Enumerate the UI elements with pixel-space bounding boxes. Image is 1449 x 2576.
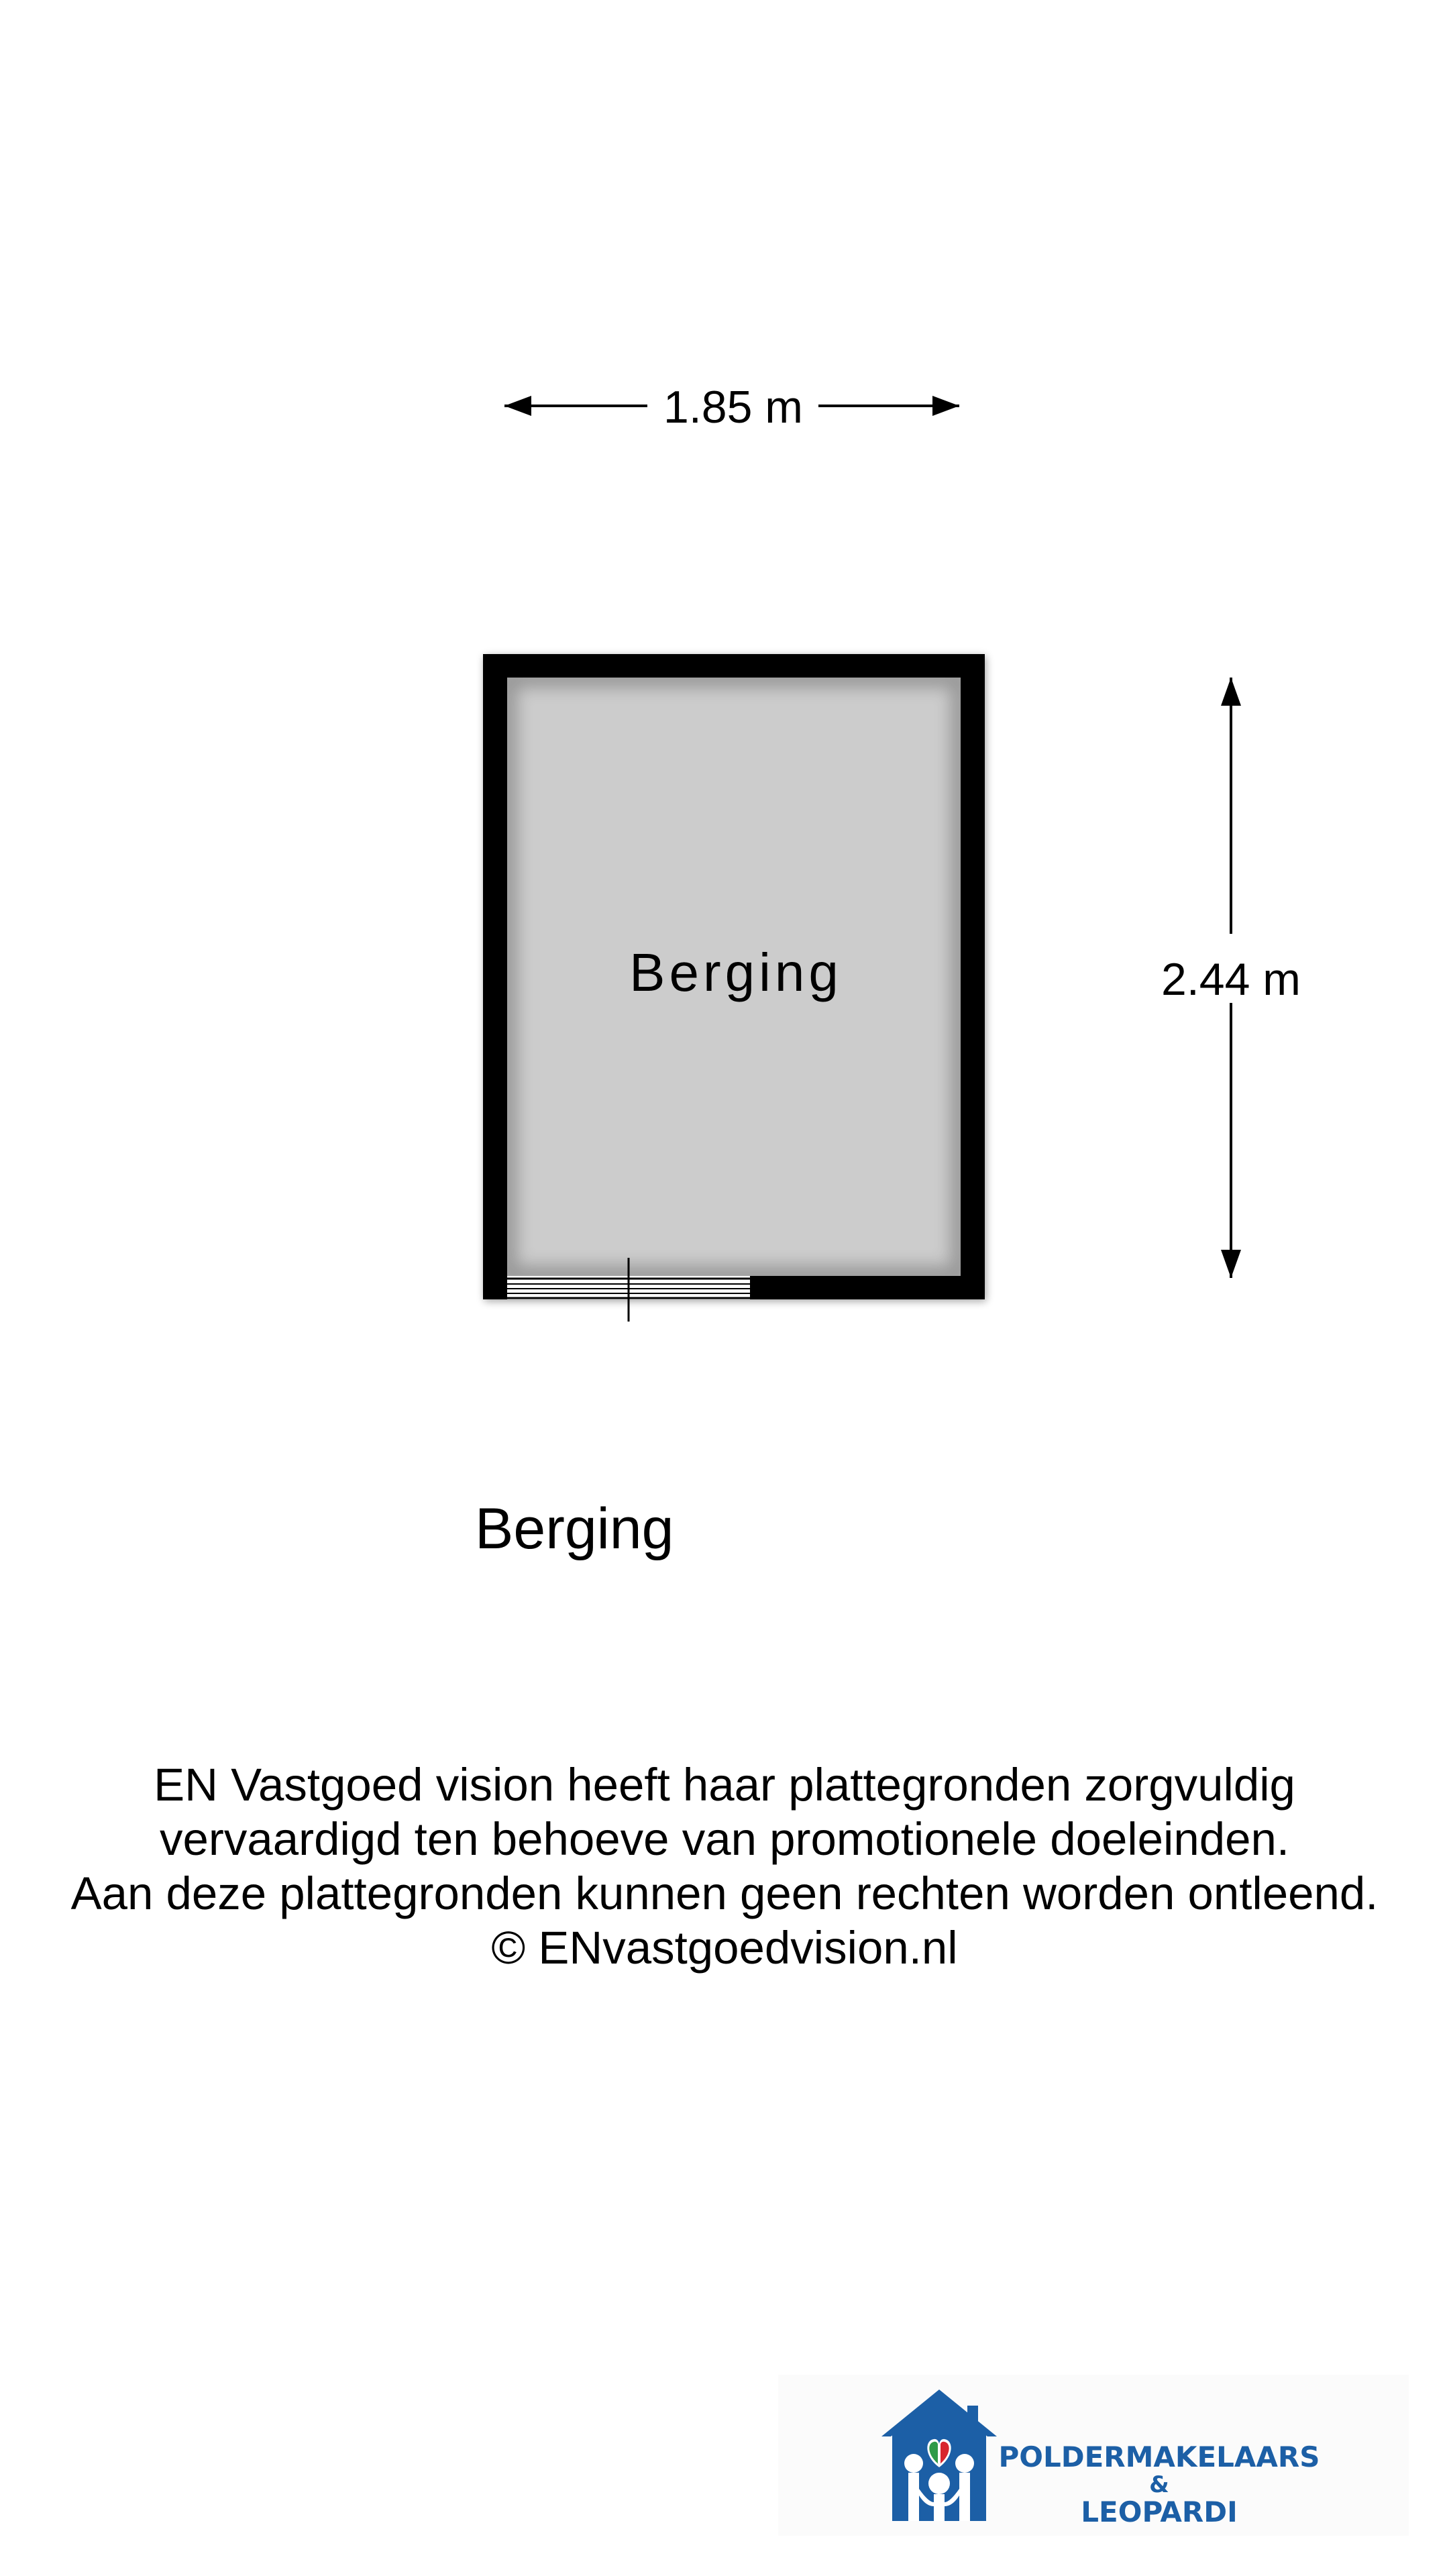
disclaimer: [0, 1758, 1449, 1975]
copyright-line: © ENvastgoedvision.nl: [491, 1922, 958, 1974]
width-dimension: [504, 382, 959, 433]
width-dimension-label: 1.85 m: [663, 382, 803, 433]
height-arrow-top-icon: [1221, 678, 1241, 706]
height-arrow-bottom-icon: [1221, 1250, 1241, 1278]
logo-line-3: LEOPARDI: [1081, 2496, 1238, 2528]
house-logo-icon: [872, 2388, 1006, 2522]
height-dimension: [1161, 678, 1301, 1278]
agency-logo: [778, 2375, 1409, 2536]
disclaimer-line: EN Vastgoed vision heeft haar plattegronden zorgvuldig: [154, 1759, 1295, 1811]
logo-line-1: POLDERMAKELAARS: [998, 2440, 1320, 2473]
disclaimer-line: Aan deze plattegronden kunnen geen rechten worden ontleend.: [70, 1868, 1379, 1919]
room-berging: [483, 654, 986, 1322]
logo-wordmark: [991, 2442, 1327, 2528]
disclaimer-line: vervaardigd ten behoeve van promotionele doeleinden.: [159, 1813, 1290, 1865]
height-dimension-label: 2.44 m: [1161, 954, 1301, 1005]
room-label: Berging: [629, 943, 843, 1002]
width-arrow-left-icon: [504, 396, 531, 416]
logo-line-2: &: [1149, 2471, 1169, 2498]
floor-title: Berging: [475, 1497, 674, 1561]
width-arrow-right-icon: [932, 396, 959, 416]
